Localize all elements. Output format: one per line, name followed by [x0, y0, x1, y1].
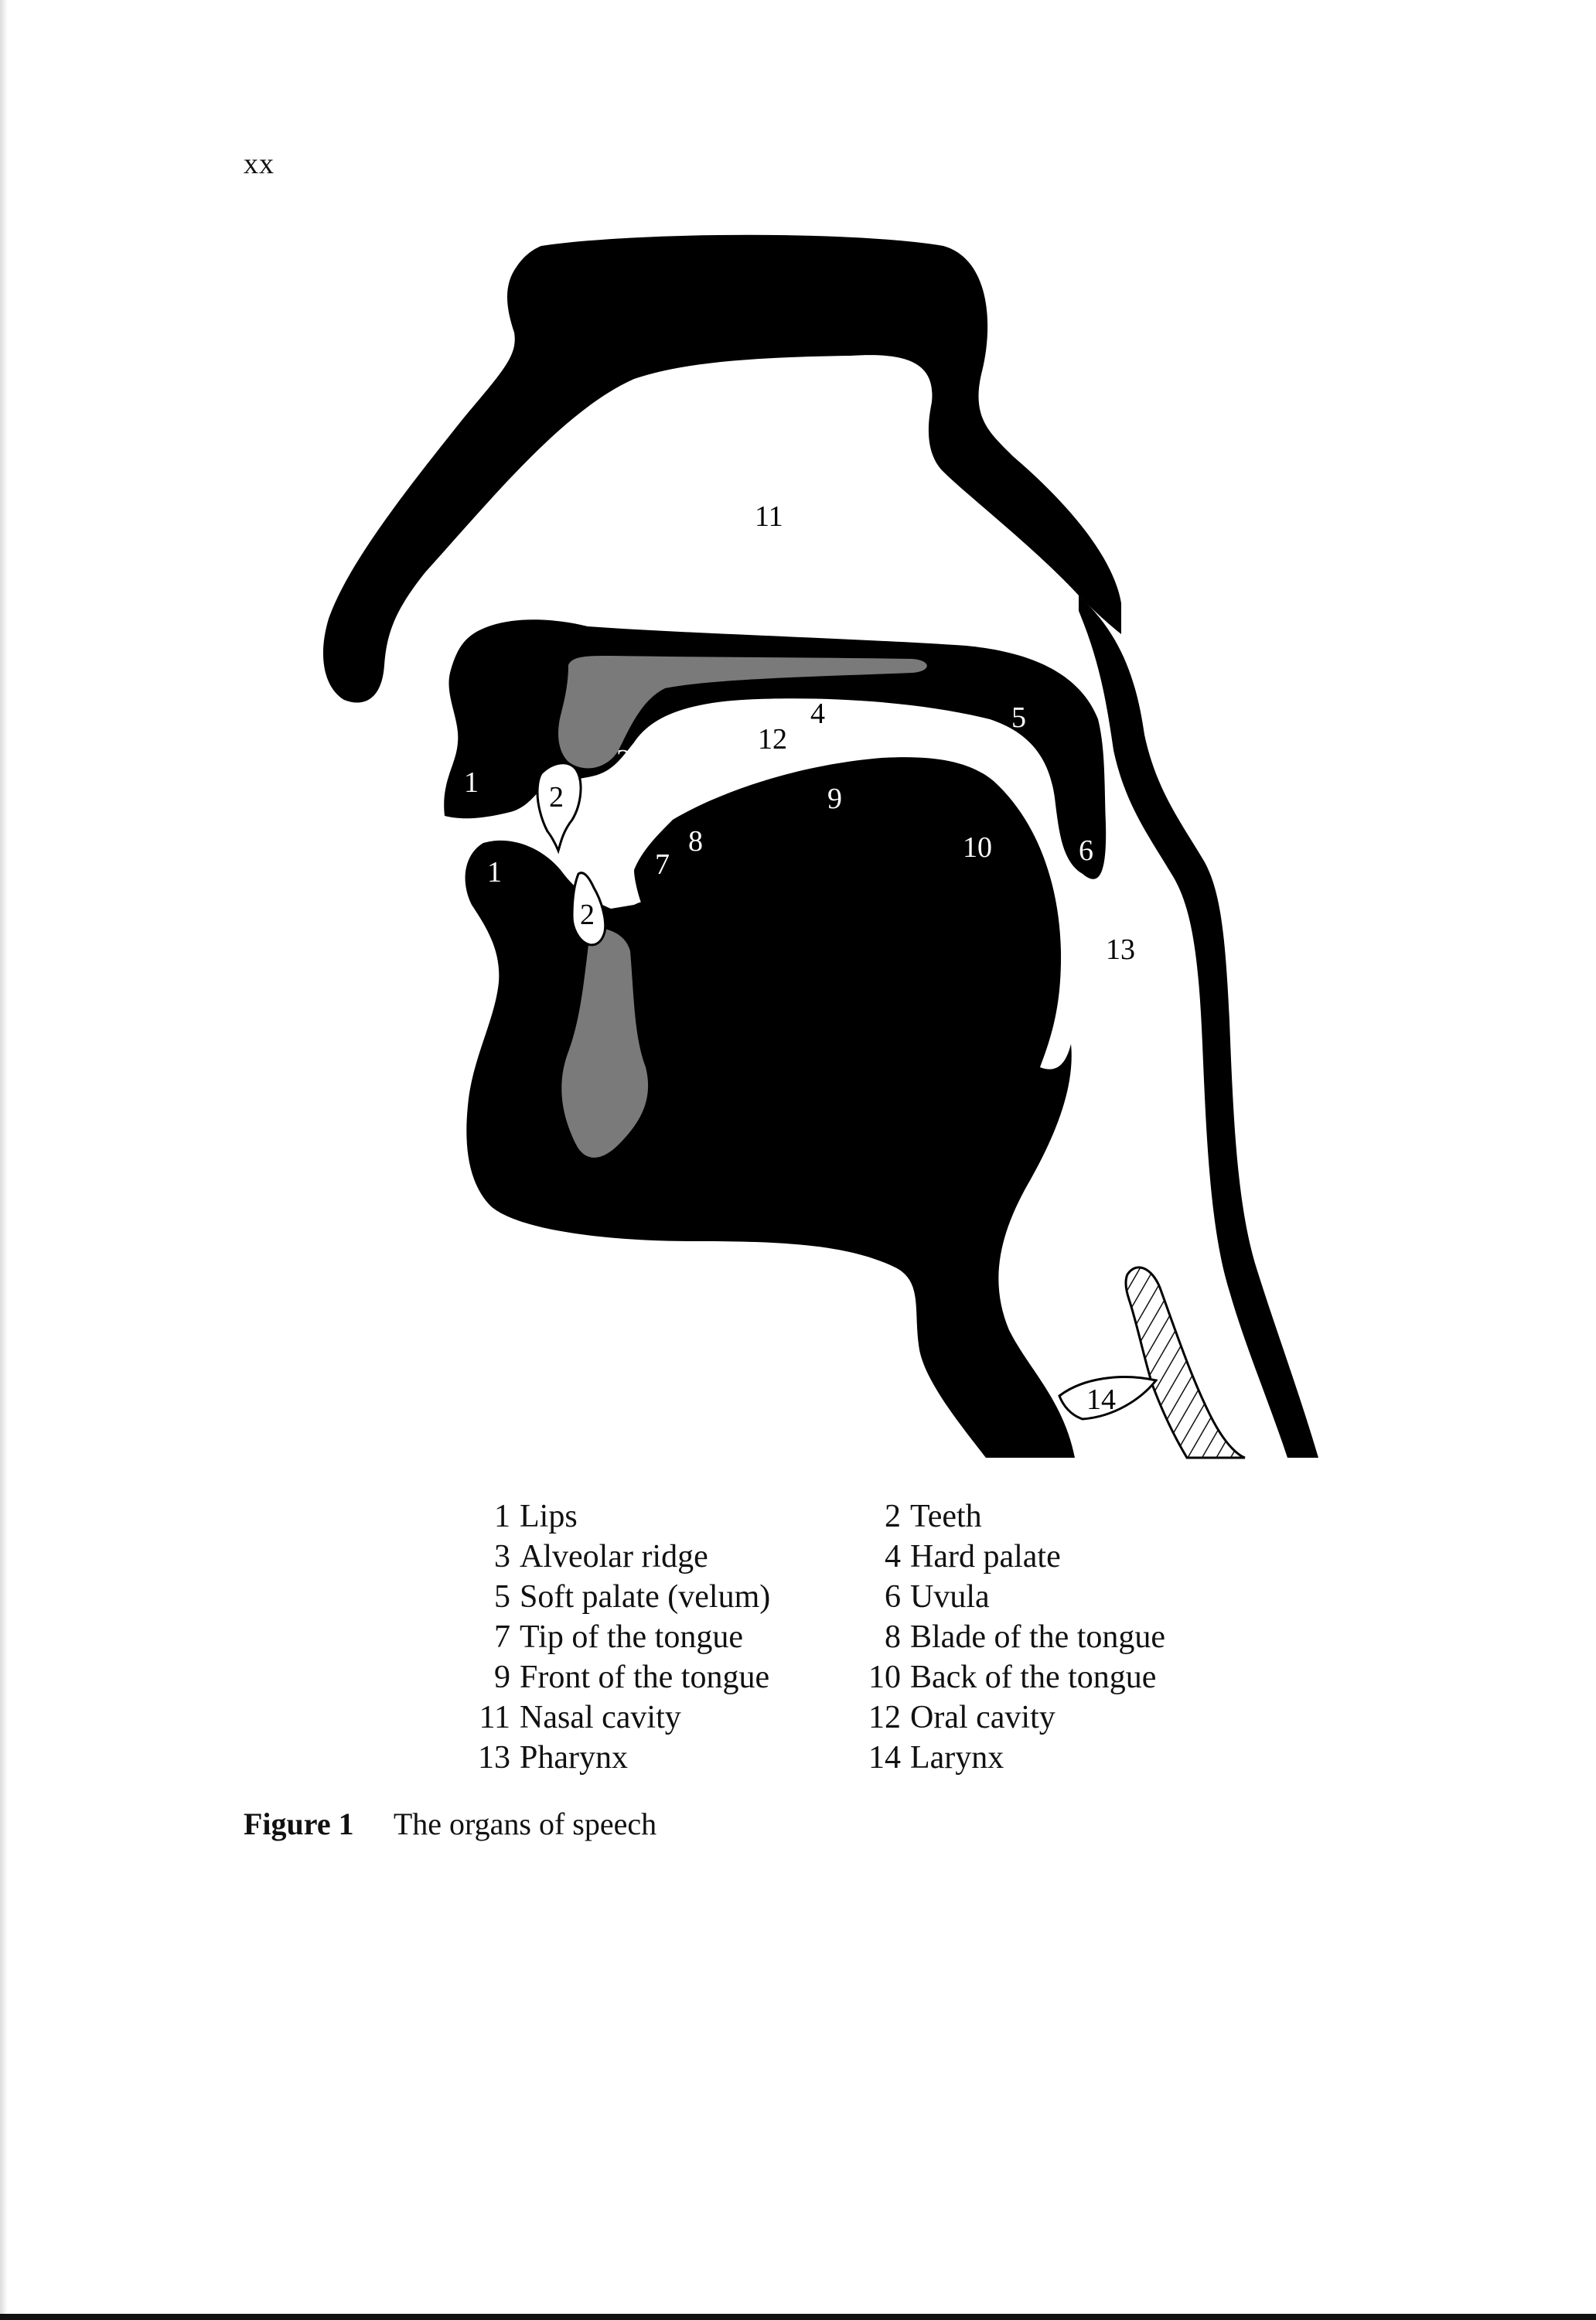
page-bottom-rule [0, 2314, 1596, 2320]
legend-label: Uvula [910, 1579, 990, 1615]
legend-number: 7 [494, 1619, 510, 1655]
legend-number: 8 [885, 1619, 901, 1655]
legend-label: Front of the tongue [520, 1660, 770, 1695]
legend-item-tongue-tip [464, 1617, 854, 1657]
legend-item-oral-cavity [854, 1697, 1055, 1738]
legend-number: 6 [885, 1579, 901, 1615]
legend-label: Lips [520, 1499, 578, 1534]
label-lips-lower: 1 [487, 856, 502, 889]
legend-label: Alveolar ridge [520, 1539, 708, 1575]
legend-number: 10 [868, 1660, 901, 1695]
legend-item-alveolar-ridge [464, 1537, 854, 1577]
upper-jaw-bone-shape [558, 656, 927, 768]
diagram-legend [464, 1496, 1237, 1778]
legend-item-tongue-back [854, 1657, 1156, 1697]
legend-item-pharynx [464, 1738, 854, 1778]
legend-label: Nasal cavity [520, 1700, 681, 1735]
legend-item-larynx [854, 1738, 1004, 1778]
legend-row [464, 1657, 1237, 1697]
legend-row [464, 1697, 1237, 1738]
legend-row [464, 1617, 1237, 1657]
legend-label: Pharynx [520, 1740, 628, 1776]
page-number: xx [244, 148, 275, 180]
label-larynx: 14 [1086, 1383, 1116, 1416]
label-soft-palate: 5 [1011, 701, 1026, 734]
legend-number: 1 [494, 1499, 510, 1534]
label-nasal-cavity: 11 [755, 500, 783, 533]
legend-label: Blade of the tongue [910, 1619, 1166, 1655]
pharynx-back-wall-shape [1079, 595, 1318, 1458]
legend-label: Teeth [910, 1499, 982, 1534]
legend-label: Tip of the tongue [520, 1619, 743, 1655]
legend-row [464, 1496, 1237, 1537]
legend-number: 3 [494, 1539, 510, 1575]
legend-number: 12 [868, 1700, 901, 1735]
label-tongue-blade: 8 [688, 825, 703, 858]
legend-label: Soft palate (velum) [520, 1579, 771, 1615]
legend-row [464, 1738, 1237, 1778]
legend-label: Back of the tongue [910, 1660, 1157, 1695]
label-uvula: 6 [1079, 834, 1093, 867]
legend-item-tongue-blade [854, 1617, 1165, 1657]
label-teeth-upper: 2 [549, 781, 564, 814]
legend-item-tongue-front [464, 1657, 854, 1697]
legend-item-nasal-cavity [464, 1697, 854, 1738]
legend-item-lips [464, 1496, 854, 1537]
thyroid-cartilage-shape [1126, 1267, 1245, 1458]
label-alveolar-ridge: 3 [616, 744, 631, 776]
nasal-outline-shape [323, 235, 1121, 703]
legend-item-hard-palate [854, 1537, 1061, 1577]
legend-item-soft-palate [464, 1577, 854, 1617]
legend-number: 11 [479, 1700, 510, 1735]
figure-caption-text: The organs of speech [393, 1807, 657, 1841]
label-tongue-back: 10 [963, 831, 992, 864]
legend-item-teeth [854, 1496, 982, 1537]
legend-number: 14 [868, 1740, 901, 1776]
figure-caption [244, 1806, 656, 1842]
legend-number: 4 [885, 1539, 901, 1575]
legend-number: 9 [494, 1660, 510, 1695]
legend-label: Hard palate [910, 1539, 1061, 1575]
label-pharynx: 13 [1106, 933, 1135, 966]
legend-number: 2 [885, 1499, 901, 1534]
legend-label: Oral cavity [910, 1700, 1055, 1735]
legend-item-uvula [854, 1577, 990, 1617]
label-teeth-lower: 2 [580, 899, 595, 931]
label-oral-cavity: 12 [758, 723, 787, 756]
legend-number: 13 [478, 1740, 510, 1776]
label-tongue-front: 9 [827, 783, 842, 815]
legend-label: Larynx [910, 1740, 1004, 1776]
label-lips-upper: 1 [464, 766, 479, 799]
legend-row [464, 1537, 1237, 1577]
legend-number: 5 [494, 1579, 510, 1615]
figure-caption-label: Figure 1 [244, 1807, 354, 1841]
label-hard-palate: 4 [810, 698, 825, 730]
legend-row [464, 1577, 1237, 1617]
label-tongue-tip: 7 [655, 848, 670, 881]
